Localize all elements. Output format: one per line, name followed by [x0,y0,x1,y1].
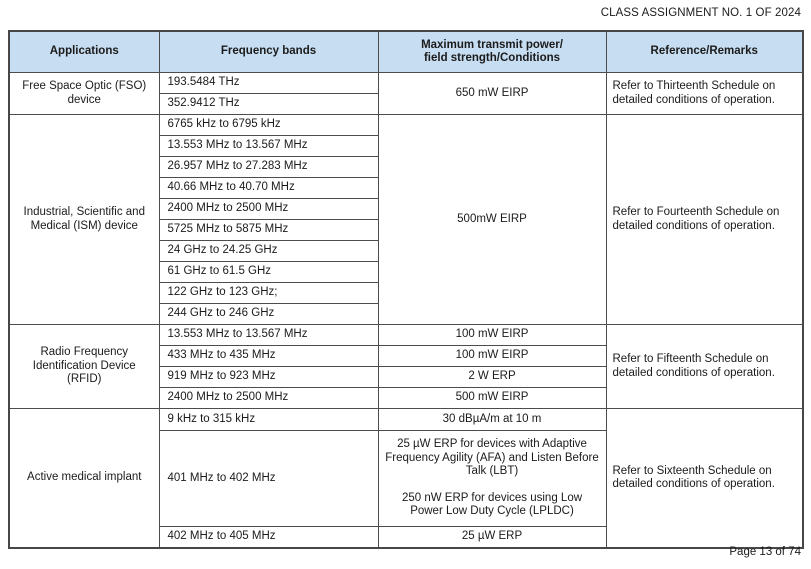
application-cell-rfid: Radio Frequency Identification Device (RFID) [9,325,159,409]
band-cell: 352.9412 THz [159,94,378,115]
application-cell-ism: Industrial, Scientific and Medical (ISM) device [9,115,159,325]
col-header-reference: Reference/Remarks [606,31,803,73]
power-cell: 650 mW EIRP [378,73,606,115]
table-row [9,73,803,94]
table-row [9,115,803,136]
band-cell: 6765 kHz to 6795 kHz [159,115,378,136]
band-cell: 13.553 MHz to 13.567 MHz [159,136,378,157]
band-cell: 401 MHz to 402 MHz [159,431,378,527]
col-header-max-power-line1: Maximum transmit power/ [421,38,563,51]
band-cell: 24 GHz to 24.25 GHz [159,241,378,262]
band-cell: 919 MHz to 923 MHz [159,367,378,388]
power-condition-afa-lbt: 25 µW ERP for devices with Adaptive Frequency Agility (AFA) and Listen Before Talk (LBT) [385,438,599,477]
band-cell: 9 kHz to 315 kHz [159,409,378,431]
table-header-row [9,31,803,73]
band-cell: 122 GHz to 123 GHz; [159,283,378,304]
power-cell: 100 mW EIRP [378,325,606,346]
reference-cell: Refer to Fourteenth Schedule on detailed conditions of operation. [606,115,803,325]
power-cell [378,431,606,527]
power-cell: 2 W ERP [378,367,606,388]
col-header-frequency-bands: Frequency bands [159,31,378,73]
band-cell: 2400 MHz to 2500 MHz [159,199,378,220]
band-cell: 402 MHz to 405 MHz [159,526,378,548]
table-row [9,325,803,346]
band-cell: 433 MHz to 435 MHz [159,346,378,367]
power-cell: 25 µW ERP [378,526,606,548]
band-cell: 26.957 MHz to 27.283 MHz [159,157,378,178]
power-cell: 500 mW EIRP [378,388,606,409]
table-row [9,409,803,431]
col-header-max-power [378,31,606,73]
band-cell: 13.553 MHz to 13.567 MHz [159,325,378,346]
band-cell: 40.66 MHz to 40.70 MHz [159,178,378,199]
band-cell: 2400 MHz to 2500 MHz [159,388,378,409]
page-number: Page 13 of 74 [729,546,801,558]
power-condition-lpldc: 250 nW ERP for devices using Low Power Low Duty Cycle (LPLDC) [401,491,583,517]
document-header-title: CLASS ASSIGNMENT NO. 1 OF 2024 [600,7,801,19]
application-cell-medical-implant: Active medical implant [9,409,159,549]
reference-cell: Refer to Sixteenth Schedule on detailed conditions of operation. [606,409,803,549]
col-header-max-power-line2: field strength/Conditions [423,52,561,64]
power-cell: 500mW EIRP [378,115,606,325]
application-cell-fso: Free Space Optic (FSO) device [9,73,159,115]
band-cell: 5725 MHz to 5875 MHz [159,220,378,241]
reference-cell: Refer to Thirteenth Schedule on detailed conditions of operation. [606,73,803,115]
col-header-applications: Applications [9,31,159,73]
band-cell: 244 GHz to 246 GHz [159,304,378,325]
band-cell: 193.5484 THz [159,73,378,94]
band-cell: 61 GHz to 61.5 GHz [159,262,378,283]
reference-cell: Refer to Fifteenth Schedule on detailed conditions of operation. [606,325,803,409]
frequency-allocation-table [8,30,804,549]
power-cell: 100 mW EIRP [378,346,606,367]
power-cell: 30 dBµA/m at 10 m [378,409,606,431]
